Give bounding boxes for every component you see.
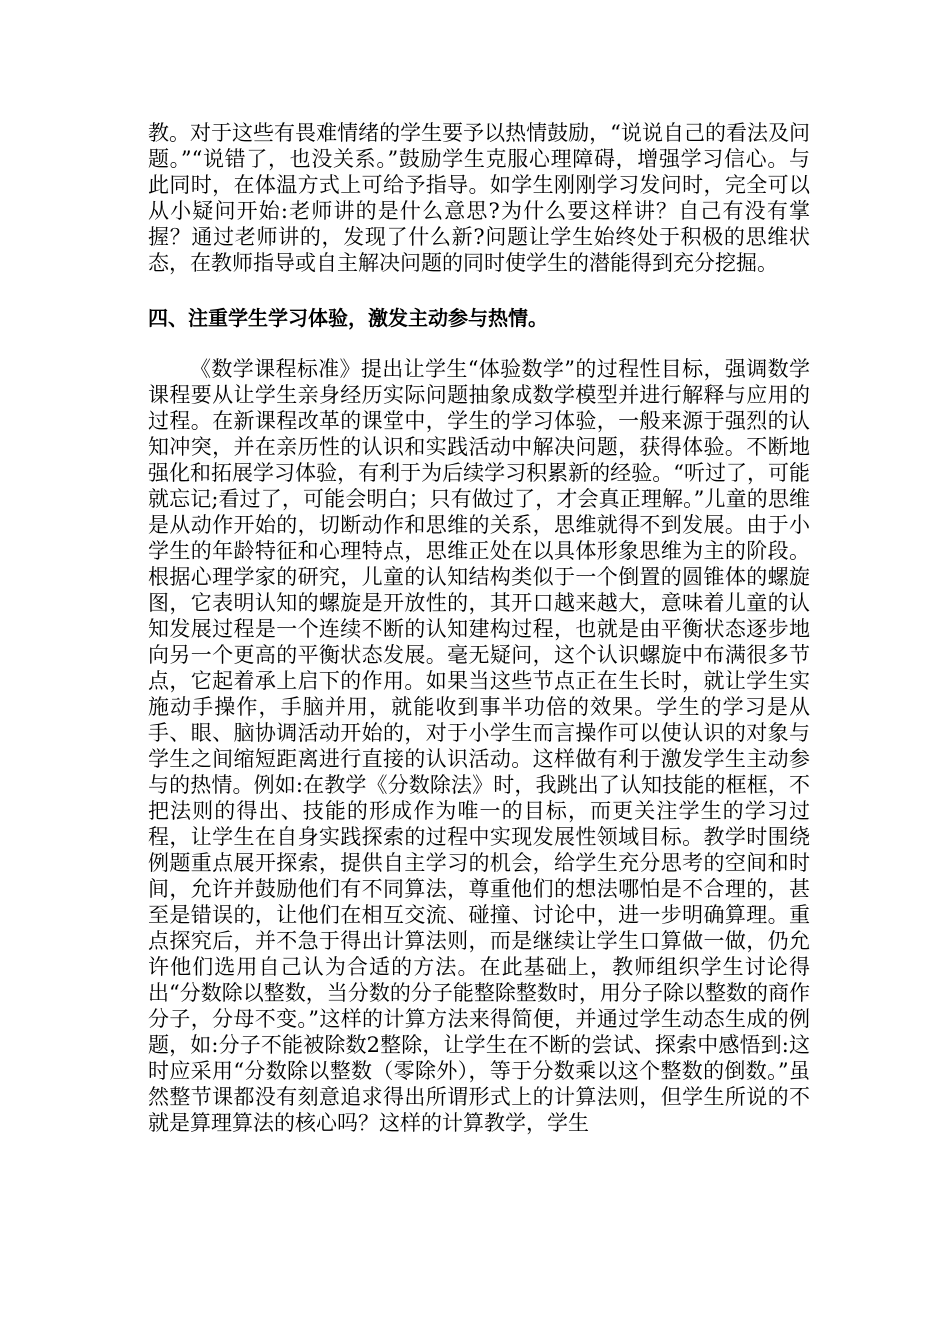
section-heading-4: 四、注重学生学习体验，激发主动参与热情。	[148, 306, 548, 330]
paragraph-section-4: 《数学课程标准》提出让学生“体验数学”的过程性目标，强调数学课程要从让学生亲身经历实际问题抽象成数学模型并进行解释与应用的过程。在新课程改革的课堂中，学生的学习体验，一般来源于强烈的认知冲突，并在亲历性的认识和实践活动中解决问题，获得体验。不断地强化和拓展学习体验，有利于为后续学习积累新的经验。“听过了，可能就忘记;看过了，可能会明白；只有做过了，才会真正理解。”儿童的思维是从动作开始的，切断动作和思维的关系，思维就得不到发展。由于小学生的年龄特征和心理特点，思维正处在以具体形象思维为主的阶段。根据心理学家的研究，儿童的认知结构类似于一个倒置的圆锥体的螺旋图，它表明认知的螺旋是开放性的，其开口越来越大，意味着儿童的认知发展过程是一个连续不断的认知建构过程，也就是由平衡状态逐步地向另一个更高的平衡状态发展。毫无疑问，这个认识螺旋中布满很多节点，它起着承上启下的作用。如果当这些节点正在生长时，就让学生实施动手操作，手脑并用，就能收到事半功倍的效果。学生的学习是从手、眼、脑协调活动开始的，对于小学生而言操作可以使认识的对象与学生之间缩短距离进行直接的认识活动。这样做有利于激发学生主动参与的热情。例如:在教学《分数除法》时，我跳出了认知技能的框框，不把法则的得出、技能的形成作为唯一的目标，而更关注学生的学习过程，让学生在自身实践探索的过程中实现发展性领域目标。教学时围绕例题重点展开探索，提供自主学习的机会，给学生充分思考的空间和时间，允许并鼓励他们有不同算法，尊重他们的想法哪怕是不合理的，甚至是错误的，让他们在相互交流、碰撞、讨论中，进一步明确算理。重点探究后，并不急于得出计算法则，而是继续让学生口算做一做，仍允许他们选用自己认为合适的方法。在此基础上，教师组织学生讨论得出“分数除以整数，当分数的分子能整除整数时，用分子除以整数的商作分子，分母不变。”这样的计算方法来得简便，并通过学生动态生成的例题，如:分子不能被除数2整除，让学生在不断的尝试、探索中感悟到:这时应采用“分数除以整数（零除外），等于分数乘以这个整数的倒数。”虽然整节课都没有刻意追求得出所谓形式上的计算法则，但学生所说的不就是算理算法的核心吗？这样的计算教学，学生	[148, 357, 810, 1135]
paragraph-continued: 教。对于这些有畏难情绪的学生要予以热情鼓励，“说说自己的看法及问题。”“说错了，也没关系。”鼓励学生克服心理障碍，增强学习信心。与此同时，在体温方式上可给予指导。如学生刚刚学习发问时，完全可以从小疑问开始:老师讲的是什么意思?为什么要这样讲？自己有没有掌握？通过老师讲的，发现了什么新?问题让学生始终处于积极的思维状态，在教师指导或自主解决问题的同时使学生的潜能得到充分挖掘。	[148, 121, 810, 275]
document-body	[148, 120, 810, 1136]
